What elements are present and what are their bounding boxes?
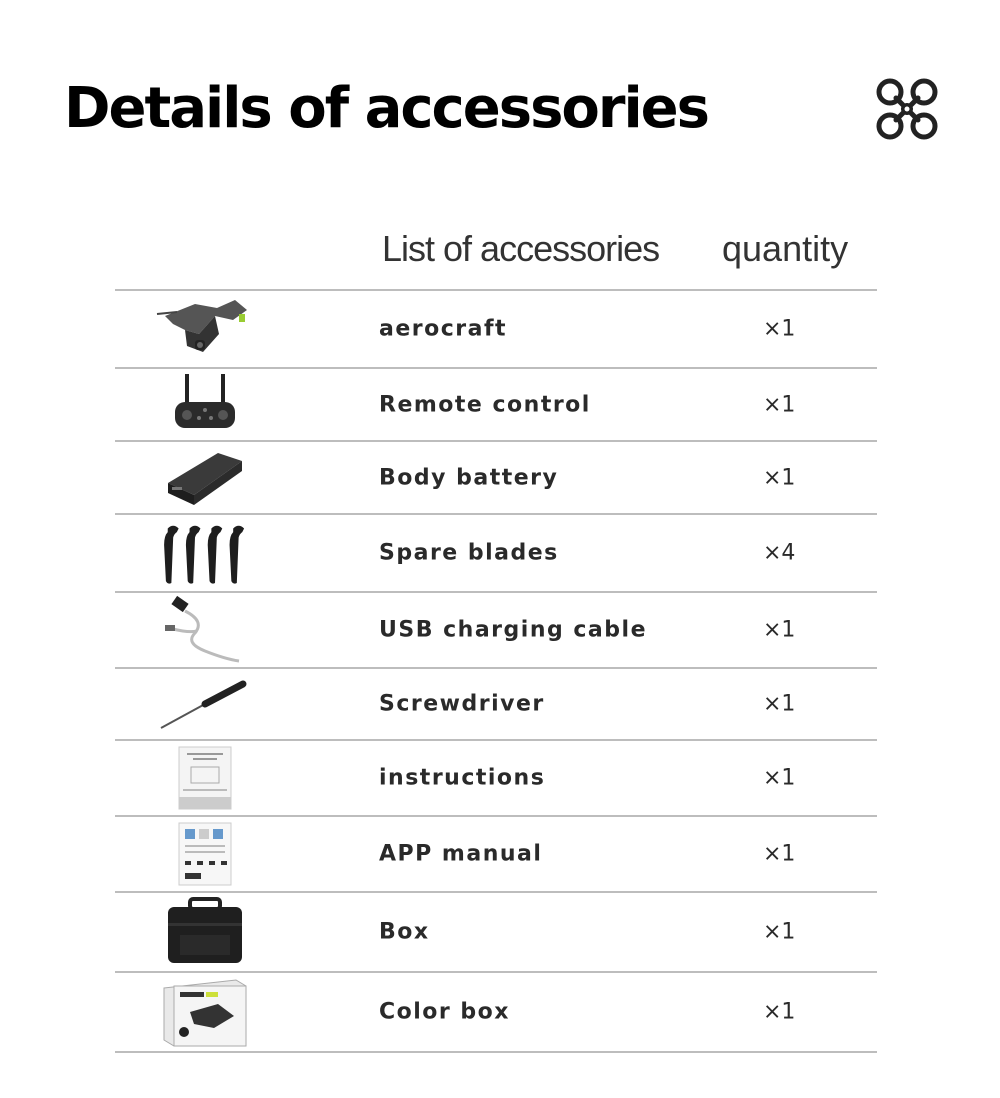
item-quantity: ×1 — [763, 465, 796, 490]
remote-control-icon — [155, 373, 255, 437]
item-name: APP manual — [379, 841, 543, 867]
table-row — [115, 513, 877, 591]
item-quantity: ×1 — [763, 999, 796, 1025]
item-name: Box — [379, 919, 430, 945]
item-quantity: ×1 — [763, 919, 796, 945]
drone-icon — [155, 297, 255, 361]
item-quantity: ×4 — [763, 540, 796, 566]
item-quantity: ×1 — [763, 691, 796, 717]
item-quantity: ×1 — [763, 392, 796, 417]
table-row — [115, 440, 877, 513]
table-row — [115, 667, 877, 739]
item-name: Spare blades — [379, 540, 559, 566]
color-box-icon — [155, 980, 255, 1044]
item-name: Body battery — [379, 465, 559, 490]
column-header-quantity: quantity — [722, 228, 849, 269]
item-quantity: ×1 — [763, 316, 796, 342]
item-name: Remote control — [379, 392, 591, 417]
page-title: Details of accessories — [64, 76, 708, 141]
battery-icon — [155, 446, 255, 510]
accessories-table — [115, 289, 877, 1053]
table-row — [115, 367, 877, 440]
item-name: aerocraft — [379, 316, 508, 342]
item-name: USB charging cable — [379, 617, 647, 643]
item-quantity: ×1 — [763, 841, 796, 867]
item-name: Screwdriver — [379, 691, 545, 717]
item-quantity: ×1 — [763, 617, 796, 643]
instructions-booklet-icon — [155, 746, 255, 810]
table-row — [115, 971, 877, 1053]
item-quantity: ×1 — [763, 765, 796, 791]
item-name: Color box — [379, 999, 510, 1025]
table-row — [115, 891, 877, 971]
carry-case-icon — [155, 900, 255, 964]
propeller-blades-icon — [155, 521, 255, 585]
table-row — [115, 739, 877, 815]
column-header-accessories: List of accessories — [382, 228, 660, 269]
usb-cable-icon — [155, 598, 255, 662]
item-name: instructions — [379, 765, 546, 791]
table-row — [115, 591, 877, 667]
table-row — [115, 815, 877, 891]
drone-icon — [874, 76, 940, 142]
table-row — [115, 289, 877, 367]
app-manual-icon — [155, 822, 255, 886]
screwdriver-icon — [155, 672, 255, 736]
